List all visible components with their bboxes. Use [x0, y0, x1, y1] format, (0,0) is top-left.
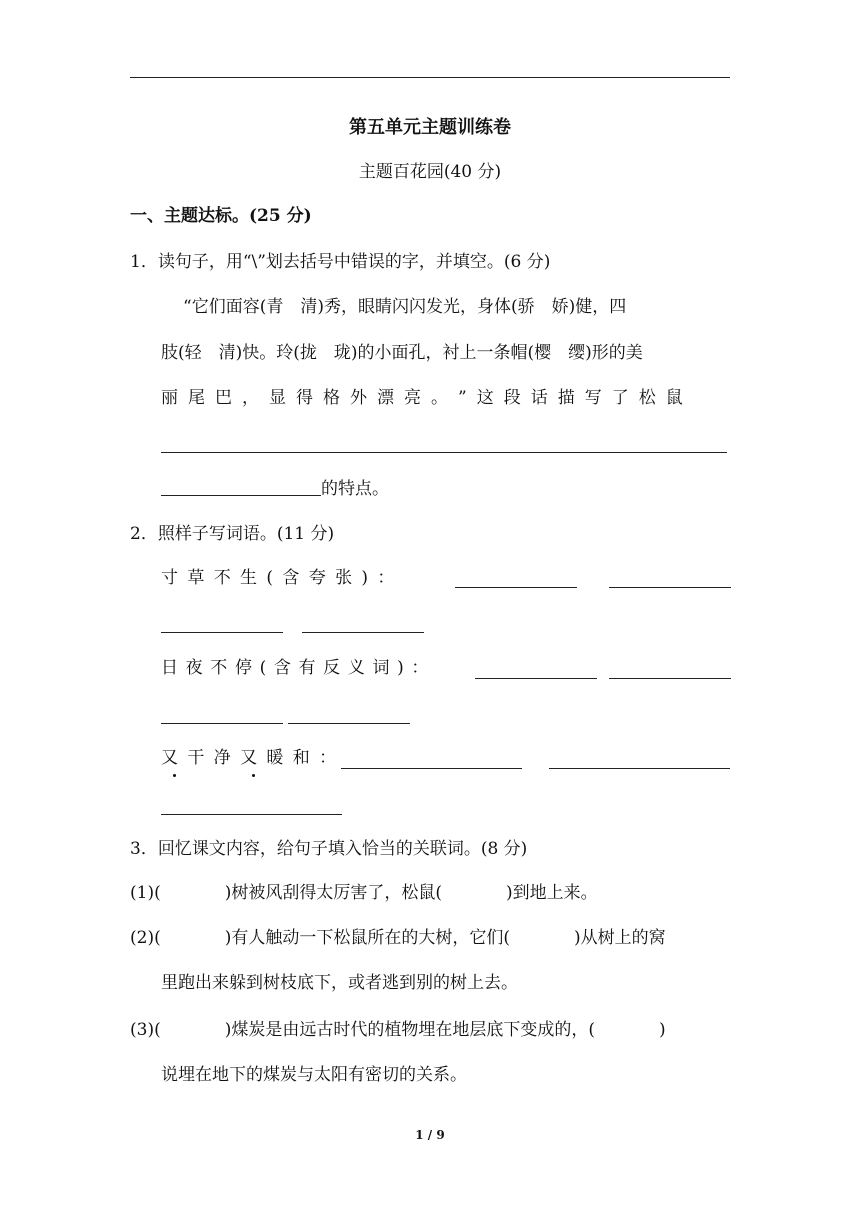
answer-blank[interactable] [341, 750, 522, 769]
row-text: 干净 [187, 748, 241, 768]
answer-blank[interactable] [161, 705, 283, 724]
item-text: (1)( [130, 883, 161, 903]
question-1-answer-line-1[interactable] [161, 434, 727, 458]
question-3-item-1 [130, 881, 598, 905]
item-text: )从树上的窝 [573, 928, 666, 948]
row-text: 暖和： [266, 748, 346, 768]
item-text: )到地上来。 [505, 883, 598, 903]
answer-blank[interactable] [161, 614, 283, 633]
row-label: 寸草不生(含夸张)： [161, 568, 404, 588]
answer-blank[interactable] [288, 705, 410, 724]
page-subtitle: 主题百花园(40 分) [358, 162, 502, 182]
answer-blank[interactable] [161, 477, 321, 496]
page-number: 1 / 9 [415, 1128, 445, 1142]
item-text: ) [658, 1020, 666, 1040]
item-text: )有人触动一下松鼠所在的大树，它们( [224, 928, 510, 948]
emphasis-char: 又 [240, 748, 267, 768]
item-text: (3)( [130, 1020, 161, 1040]
question-3-item-3-line-2: 说埋在地下的煤炭与太阳有密切的关系。 [161, 1065, 467, 1085]
question-2-row-1 [161, 566, 404, 590]
tail-text: 的特点。 [321, 479, 389, 499]
item-text: )树被风刮得太厉害了，松鼠( [224, 883, 442, 903]
passage-text: “它们面容(青 清)秀，眼睛闪闪发光，身体(骄 娇)健，四 [183, 297, 627, 317]
section-heading: 一、主题达标。(25 分) [130, 206, 312, 226]
answer-blank[interactable] [302, 614, 424, 633]
emphasis-char: 又 [161, 748, 188, 768]
question-3-prompt: 3．回忆课文内容，给句子填入恰当的关联词。(8 分) [130, 839, 528, 859]
answer-blank[interactable] [161, 434, 727, 453]
answer-blank[interactable] [455, 569, 577, 588]
question-3-item-2-line-2: 里跑出来躲到树枝底下，或者逃到别的树上去。 [161, 973, 518, 993]
answer-blank[interactable] [609, 660, 731, 679]
question-3-item-3 [130, 1018, 666, 1042]
item-text: (2)( [130, 928, 161, 948]
page-title: 第五单元主题训练卷 [349, 117, 511, 138]
question-1-passage-line-2: 肢(轻 清)快。玲(拢 珑)的小面孔，衬上一条帽(樱 缨)形的美 [161, 343, 643, 363]
question-1-passage-line-1 [183, 295, 730, 319]
question-1-passage-line-3: 丽 尾 巴 ， 显 得 格 外 漂 亮 。 ” 这 段 话 描 写 了 松 鼠 [161, 388, 686, 408]
question-3-item-2 [130, 926, 666, 950]
answer-blank[interactable] [161, 796, 342, 815]
question-1-prompt: 1．读句子，用“\”划去括号中错误的字，并填空。(6 分) [130, 252, 551, 272]
item-text: )煤炭是由远古时代的植物埋在地层底下变成的，( [224, 1020, 595, 1040]
header-rule [130, 77, 730, 78]
question-2-row-2 [161, 656, 436, 680]
row-label: 日夜不停(含有反义词)： [161, 658, 437, 678]
answer-blank[interactable] [475, 660, 597, 679]
question-1-answer-line-2 [161, 477, 389, 501]
question-2-prompt: 2．照样子写词语。(11 分) [130, 524, 335, 544]
question-2-row-3 [161, 746, 345, 770]
answer-blank[interactable] [549, 750, 730, 769]
answer-blank[interactable] [609, 569, 731, 588]
